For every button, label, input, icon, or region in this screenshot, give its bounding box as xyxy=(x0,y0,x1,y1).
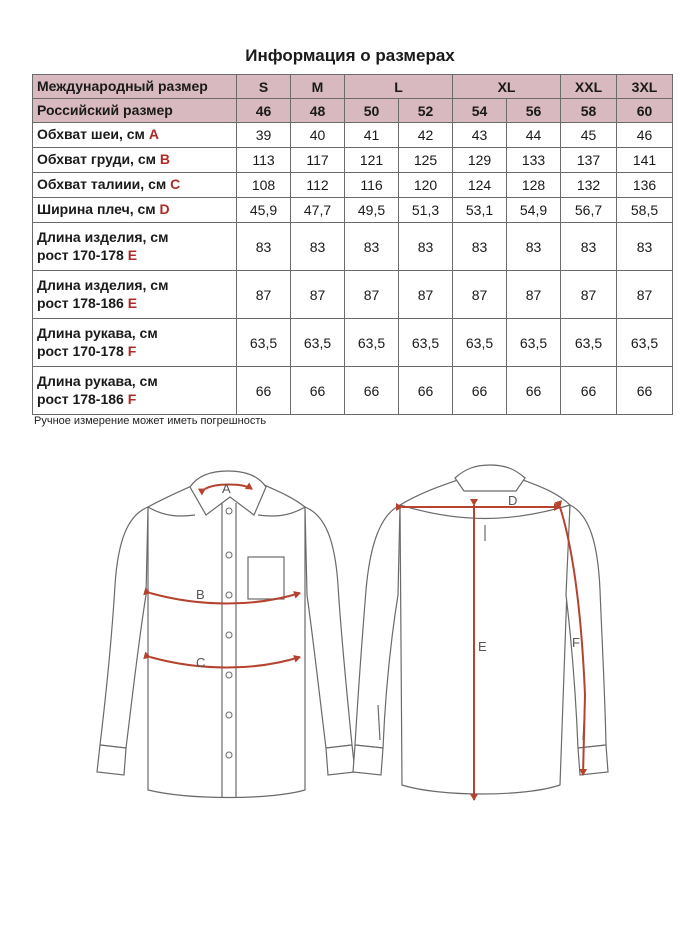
value-cell: 83 xyxy=(237,223,291,271)
label-e: E xyxy=(478,639,487,654)
size-cell: 48 xyxy=(291,99,345,123)
value-cell: 83 xyxy=(399,223,453,271)
value-cell: 66 xyxy=(561,367,617,415)
value-cell: 133 xyxy=(507,148,561,173)
size-cell: L xyxy=(345,75,453,99)
value-cell: 87 xyxy=(291,271,345,319)
back-body xyxy=(400,475,570,794)
table-row xyxy=(33,223,673,271)
size-cell: 56 xyxy=(507,99,561,123)
row-label: Ширина плеч, см D xyxy=(33,198,237,223)
table-row xyxy=(33,148,673,173)
header-label: Международный размер xyxy=(33,75,237,99)
value-cell: 141 xyxy=(617,148,673,173)
value-cell: 47,7 xyxy=(291,198,345,223)
size-cell: 58 xyxy=(561,99,617,123)
value-cell: 63,5 xyxy=(291,319,345,367)
value-cell: 125 xyxy=(399,148,453,173)
value-cell: 40 xyxy=(291,123,345,148)
value-cell: 113 xyxy=(237,148,291,173)
value-cell: 66 xyxy=(237,367,291,415)
value-cell: 51,3 xyxy=(399,198,453,223)
value-cell: 43 xyxy=(453,123,507,148)
value-cell: 41 xyxy=(345,123,399,148)
value-cell: 56,7 xyxy=(561,198,617,223)
value-cell: 53,1 xyxy=(453,198,507,223)
value-cell: 42 xyxy=(399,123,453,148)
value-cell: 136 xyxy=(617,173,673,198)
value-cell: 63,5 xyxy=(237,319,291,367)
size-cell: XXL xyxy=(561,75,617,99)
back-left-sleeve xyxy=(355,505,400,748)
value-cell: 83 xyxy=(617,223,673,271)
header-label: Российский размер xyxy=(33,99,237,123)
measure-letter: A xyxy=(148,126,159,143)
measure-letter: D xyxy=(159,201,170,218)
value-cell: 66 xyxy=(507,367,561,415)
size-cell: 3XL xyxy=(617,75,673,99)
value-cell: 58,5 xyxy=(617,198,673,223)
value-cell: 66 xyxy=(453,367,507,415)
measure-letter: E xyxy=(127,246,138,263)
table-header-international xyxy=(33,75,673,99)
back-left-cuff xyxy=(353,745,383,775)
value-cell: 63,5 xyxy=(345,319,399,367)
front-right-sleeve xyxy=(305,507,352,748)
front-pocket xyxy=(248,557,284,599)
value-cell: 54,9 xyxy=(507,198,561,223)
size-cell: M xyxy=(291,75,345,99)
row-label: Обхват шеи, см A xyxy=(33,123,237,148)
row-label: Длина рукава, см рост 170-178 F xyxy=(33,319,237,367)
back-shirt xyxy=(353,465,608,794)
row-label: Длина рукава, см рост 178-186 F xyxy=(33,367,237,415)
measure-letter: C xyxy=(170,176,181,193)
measure-letter: E xyxy=(127,294,138,311)
value-cell: 83 xyxy=(345,223,399,271)
front-left-sleeve xyxy=(100,507,148,748)
value-cell: 83 xyxy=(507,223,561,271)
label-f: F xyxy=(572,635,580,650)
size-cell: 52 xyxy=(399,99,453,123)
value-cell: 63,5 xyxy=(453,319,507,367)
label-a: A xyxy=(222,481,231,496)
value-cell: 87 xyxy=(345,271,399,319)
back-right-sleeve xyxy=(566,505,606,748)
size-table xyxy=(32,74,673,415)
label-d: D xyxy=(508,493,518,508)
value-cell: 108 xyxy=(237,173,291,198)
value-cell: 120 xyxy=(399,173,453,198)
value-cell: 87 xyxy=(453,271,507,319)
label-b: B xyxy=(196,587,205,602)
value-cell: 117 xyxy=(291,148,345,173)
value-cell: 87 xyxy=(237,271,291,319)
measure-letter: B xyxy=(159,151,170,168)
value-cell: 45 xyxy=(561,123,617,148)
page-title: Информация о размерах xyxy=(245,46,455,65)
value-cell: 83 xyxy=(561,223,617,271)
value-cell: 44 xyxy=(507,123,561,148)
value-cell: 63,5 xyxy=(561,319,617,367)
value-cell: 87 xyxy=(561,271,617,319)
value-cell: 87 xyxy=(617,271,673,319)
value-cell: 116 xyxy=(345,173,399,198)
size-cell: 46 xyxy=(237,99,291,123)
table-row xyxy=(33,367,673,415)
label-c: C xyxy=(196,655,206,670)
front-right-cuff xyxy=(326,745,355,775)
value-cell: 112 xyxy=(291,173,345,198)
size-cell: S xyxy=(237,75,291,99)
measure-letter: F xyxy=(127,390,137,407)
value-cell: 46 xyxy=(617,123,673,148)
value-cell: 49,5 xyxy=(345,198,399,223)
front-body xyxy=(148,480,305,798)
row-label: Обхват талиии, см C xyxy=(33,173,237,198)
value-cell: 63,5 xyxy=(617,319,673,367)
size-cell: 54 xyxy=(453,99,507,123)
table-row xyxy=(33,123,673,148)
table-row xyxy=(33,319,673,367)
measurement-note: Ручное измерение может иметь погрешность xyxy=(34,415,267,427)
row-label: Длина изделия, см рост 178-186 E xyxy=(33,271,237,319)
value-cell: 66 xyxy=(617,367,673,415)
shirt-diagram xyxy=(0,445,700,825)
value-cell: 83 xyxy=(291,223,345,271)
value-cell: 45,9 xyxy=(237,198,291,223)
size-cell: 50 xyxy=(345,99,399,123)
value-cell: 83 xyxy=(453,223,507,271)
measure-letter: F xyxy=(127,342,137,359)
value-cell: 87 xyxy=(507,271,561,319)
value-cell: 87 xyxy=(399,271,453,319)
value-cell: 63,5 xyxy=(399,319,453,367)
size-cell: XL xyxy=(453,75,561,99)
value-cell: 129 xyxy=(453,148,507,173)
value-cell: 66 xyxy=(399,367,453,415)
value-cell: 132 xyxy=(561,173,617,198)
value-cell: 137 xyxy=(561,148,617,173)
row-label: Длина изделия, см рост 170-178 E xyxy=(33,223,237,271)
front-left-cuff xyxy=(97,745,126,775)
value-cell: 39 xyxy=(237,123,291,148)
value-cell: 124 xyxy=(453,173,507,198)
size-cell: 60 xyxy=(617,99,673,123)
value-cell: 63,5 xyxy=(507,319,561,367)
row-label: Обхват груди, см B xyxy=(33,148,237,173)
value-cell: 128 xyxy=(507,173,561,198)
table-row xyxy=(33,173,673,198)
value-cell: 121 xyxy=(345,148,399,173)
value-cell: 66 xyxy=(291,367,345,415)
table-row xyxy=(33,198,673,223)
table-header-russian xyxy=(33,99,673,123)
table-row xyxy=(33,271,673,319)
value-cell: 66 xyxy=(345,367,399,415)
back-collar xyxy=(455,465,525,491)
